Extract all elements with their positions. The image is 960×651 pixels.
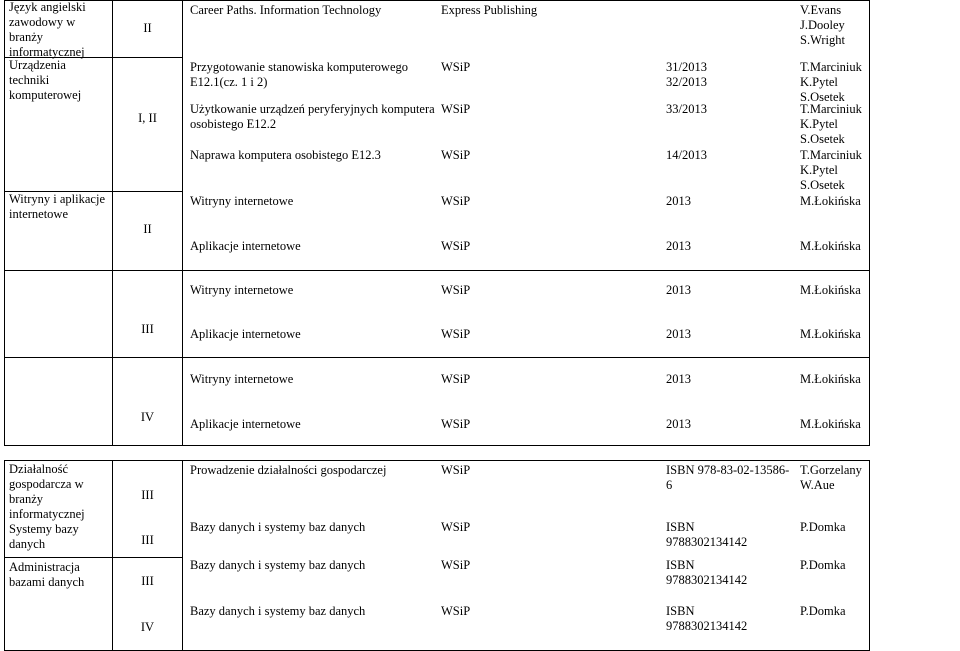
book-publisher: WSiP bbox=[441, 283, 471, 297]
table1-left-border bbox=[4, 0, 5, 446]
table1-bottom-border bbox=[4, 445, 870, 446]
book-number: 2013 bbox=[666, 327, 691, 341]
author: K.Pytel bbox=[800, 163, 838, 177]
isbn-line: 9788302134142 bbox=[666, 535, 748, 549]
subject-cell bbox=[9, 560, 84, 590]
book-publisher: WSiP bbox=[441, 239, 471, 253]
book-authors bbox=[800, 60, 862, 105]
book-authors: M.Łokińska bbox=[800, 327, 861, 341]
author: J.Dooley bbox=[800, 18, 845, 32]
book-isbn bbox=[666, 520, 747, 550]
title-line: osobistego E12.2 bbox=[190, 117, 277, 131]
book-authors: P.Domka bbox=[800, 604, 846, 618]
title-line: E12.1(cz. 1 i 2) bbox=[190, 75, 268, 89]
class-cell: II bbox=[143, 222, 152, 236]
subject-line: komputerowej bbox=[9, 88, 82, 102]
subject-line: Język angielski bbox=[9, 0, 86, 14]
author: S.Osetek bbox=[800, 132, 845, 146]
book-title bbox=[190, 102, 435, 132]
book-title: Prowadzenie działalności gospodarczej bbox=[190, 463, 387, 477]
table1-col-divider bbox=[182, 0, 183, 446]
book-authors: M.Łokińska bbox=[800, 194, 861, 208]
number-line: 31/2013 bbox=[666, 60, 707, 74]
book-number: 33/2013 bbox=[666, 102, 707, 116]
book-publisher: WSiP bbox=[441, 194, 471, 208]
table1-top-border bbox=[4, 0, 870, 1]
author: T.Marciniuk bbox=[800, 148, 862, 162]
book-title: Witryny internetowe bbox=[190, 372, 294, 386]
author: K.Pytel bbox=[800, 117, 838, 131]
book-title: Naprawa komputera osobistego E12.3 bbox=[190, 148, 381, 162]
book-title: Bazy danych i systemy baz danych bbox=[190, 520, 366, 534]
book-publisher: WSiP bbox=[441, 327, 471, 341]
subject-cell bbox=[9, 0, 86, 60]
class-cell: IV bbox=[140, 410, 155, 424]
book-authors: P.Domka bbox=[800, 520, 846, 534]
class-cell: IV bbox=[140, 620, 155, 634]
subject-line: Urządzenia bbox=[9, 58, 66, 72]
table1-row-divider bbox=[4, 357, 870, 358]
author: V.Evans bbox=[800, 3, 842, 17]
table2-col-divider bbox=[182, 460, 183, 651]
book-number bbox=[666, 60, 707, 90]
book-publisher: WSiP bbox=[441, 417, 471, 431]
subject-line: gospodarcza w bbox=[9, 477, 84, 491]
subject-cell bbox=[9, 462, 85, 552]
book-title: Bazy danych i systemy baz danych bbox=[190, 558, 366, 572]
book-publisher: WSiP bbox=[441, 604, 471, 618]
book-number: 2013 bbox=[666, 239, 691, 253]
subject-cell bbox=[9, 58, 81, 103]
book-authors: P.Domka bbox=[800, 558, 846, 572]
subject-line: branży bbox=[9, 30, 44, 44]
book-title: Bazy danych i systemy baz danych bbox=[190, 604, 366, 618]
author: T.Gorzelany bbox=[800, 463, 862, 477]
subject-line: Witryny i aplikacje bbox=[9, 192, 105, 206]
book-authors: M.Łokińska bbox=[800, 417, 861, 431]
subject-line: informatycznej bbox=[9, 507, 85, 521]
book-number: 2013 bbox=[666, 372, 691, 386]
isbn-line: ISBN bbox=[666, 604, 695, 618]
table2-right-border bbox=[869, 460, 870, 651]
book-authors: M.Łokińska bbox=[800, 283, 861, 297]
class-cell: III bbox=[141, 574, 154, 588]
book-publisher: WSiP bbox=[441, 60, 471, 74]
isbn-line: ISBN 978-83-02-13586- bbox=[666, 463, 790, 477]
table1-row-divider bbox=[4, 270, 870, 271]
book-title: Aplikacje internetowe bbox=[190, 417, 301, 431]
author: S.Osetek bbox=[800, 178, 845, 192]
book-publisher: WSiP bbox=[441, 148, 471, 162]
isbn-line: 9788302134142 bbox=[666, 573, 748, 587]
book-isbn bbox=[666, 604, 747, 634]
book-title: Witryny internetowe bbox=[190, 194, 294, 208]
book-isbn bbox=[666, 463, 789, 493]
book-title bbox=[190, 60, 408, 90]
isbn-line: ISBN bbox=[666, 558, 695, 572]
subject-line: danych bbox=[9, 537, 46, 551]
book-publisher: WSiP bbox=[441, 520, 471, 534]
table2-top-border bbox=[4, 460, 870, 461]
book-publisher: WSiP bbox=[441, 558, 471, 572]
isbn-line: 6 bbox=[666, 478, 673, 492]
subject-line: bazami danych bbox=[9, 575, 85, 589]
isbn-line: 9788302134142 bbox=[666, 619, 748, 633]
subject-line: Systemy bazy bbox=[9, 522, 79, 536]
book-number: 14/2013 bbox=[666, 148, 707, 162]
title-line: Użytkowanie urządzeń peryferyjnych komputera bbox=[190, 102, 435, 116]
book-number: 2013 bbox=[666, 194, 691, 208]
book-title: Witryny internetowe bbox=[190, 283, 294, 297]
book-publisher: Express Publishing bbox=[441, 3, 538, 17]
table2-left-border bbox=[4, 460, 5, 651]
class-cell: I, II bbox=[138, 111, 157, 125]
class-cell: II bbox=[143, 21, 152, 35]
subject-line: informatycznej bbox=[9, 45, 85, 59]
book-authors bbox=[800, 102, 862, 147]
table1-right-border bbox=[869, 0, 870, 446]
subject-line: internetowe bbox=[9, 207, 69, 221]
author: S.Wright bbox=[800, 33, 845, 47]
book-publisher: WSiP bbox=[441, 372, 471, 386]
class-cell: III bbox=[141, 322, 154, 336]
author: K.Pytel bbox=[800, 75, 838, 89]
subject-line: techniki bbox=[9, 73, 50, 87]
number-line: 32/2013 bbox=[666, 75, 707, 89]
table2-row-divider bbox=[4, 557, 183, 558]
subject-line: Administracja bbox=[9, 560, 80, 574]
book-authors bbox=[800, 3, 845, 48]
subject-line: branży bbox=[9, 492, 44, 506]
book-publisher: WSiP bbox=[441, 463, 471, 477]
book-number: 2013 bbox=[666, 417, 691, 431]
book-authors bbox=[800, 463, 862, 493]
author: W.Aue bbox=[800, 478, 835, 492]
book-authors: M.Łokińska bbox=[800, 372, 861, 386]
title-line: Przygotowanie stanowiska komputerowego bbox=[190, 60, 409, 74]
book-authors: M.Łokińska bbox=[800, 239, 861, 253]
book-authors bbox=[800, 148, 862, 193]
book-number: 2013 bbox=[666, 283, 691, 297]
class-cell: III bbox=[141, 488, 154, 502]
author: T.Marciniuk bbox=[800, 60, 862, 74]
book-title: Aplikacje internetowe bbox=[190, 327, 301, 341]
book-publisher: WSiP bbox=[441, 102, 471, 116]
book-title: Aplikacje internetowe bbox=[190, 239, 301, 253]
author: S.Osetek bbox=[800, 90, 845, 104]
isbn-line: ISBN bbox=[666, 520, 695, 534]
author: T.Marciniuk bbox=[800, 102, 862, 116]
book-title: Career Paths. Information Technology bbox=[190, 3, 382, 17]
book-isbn bbox=[666, 558, 747, 588]
class-cell: III bbox=[141, 533, 154, 547]
subject-cell bbox=[9, 192, 105, 222]
subject-line: zawodowy w bbox=[9, 15, 76, 29]
subject-line: Działalność bbox=[9, 462, 69, 476]
